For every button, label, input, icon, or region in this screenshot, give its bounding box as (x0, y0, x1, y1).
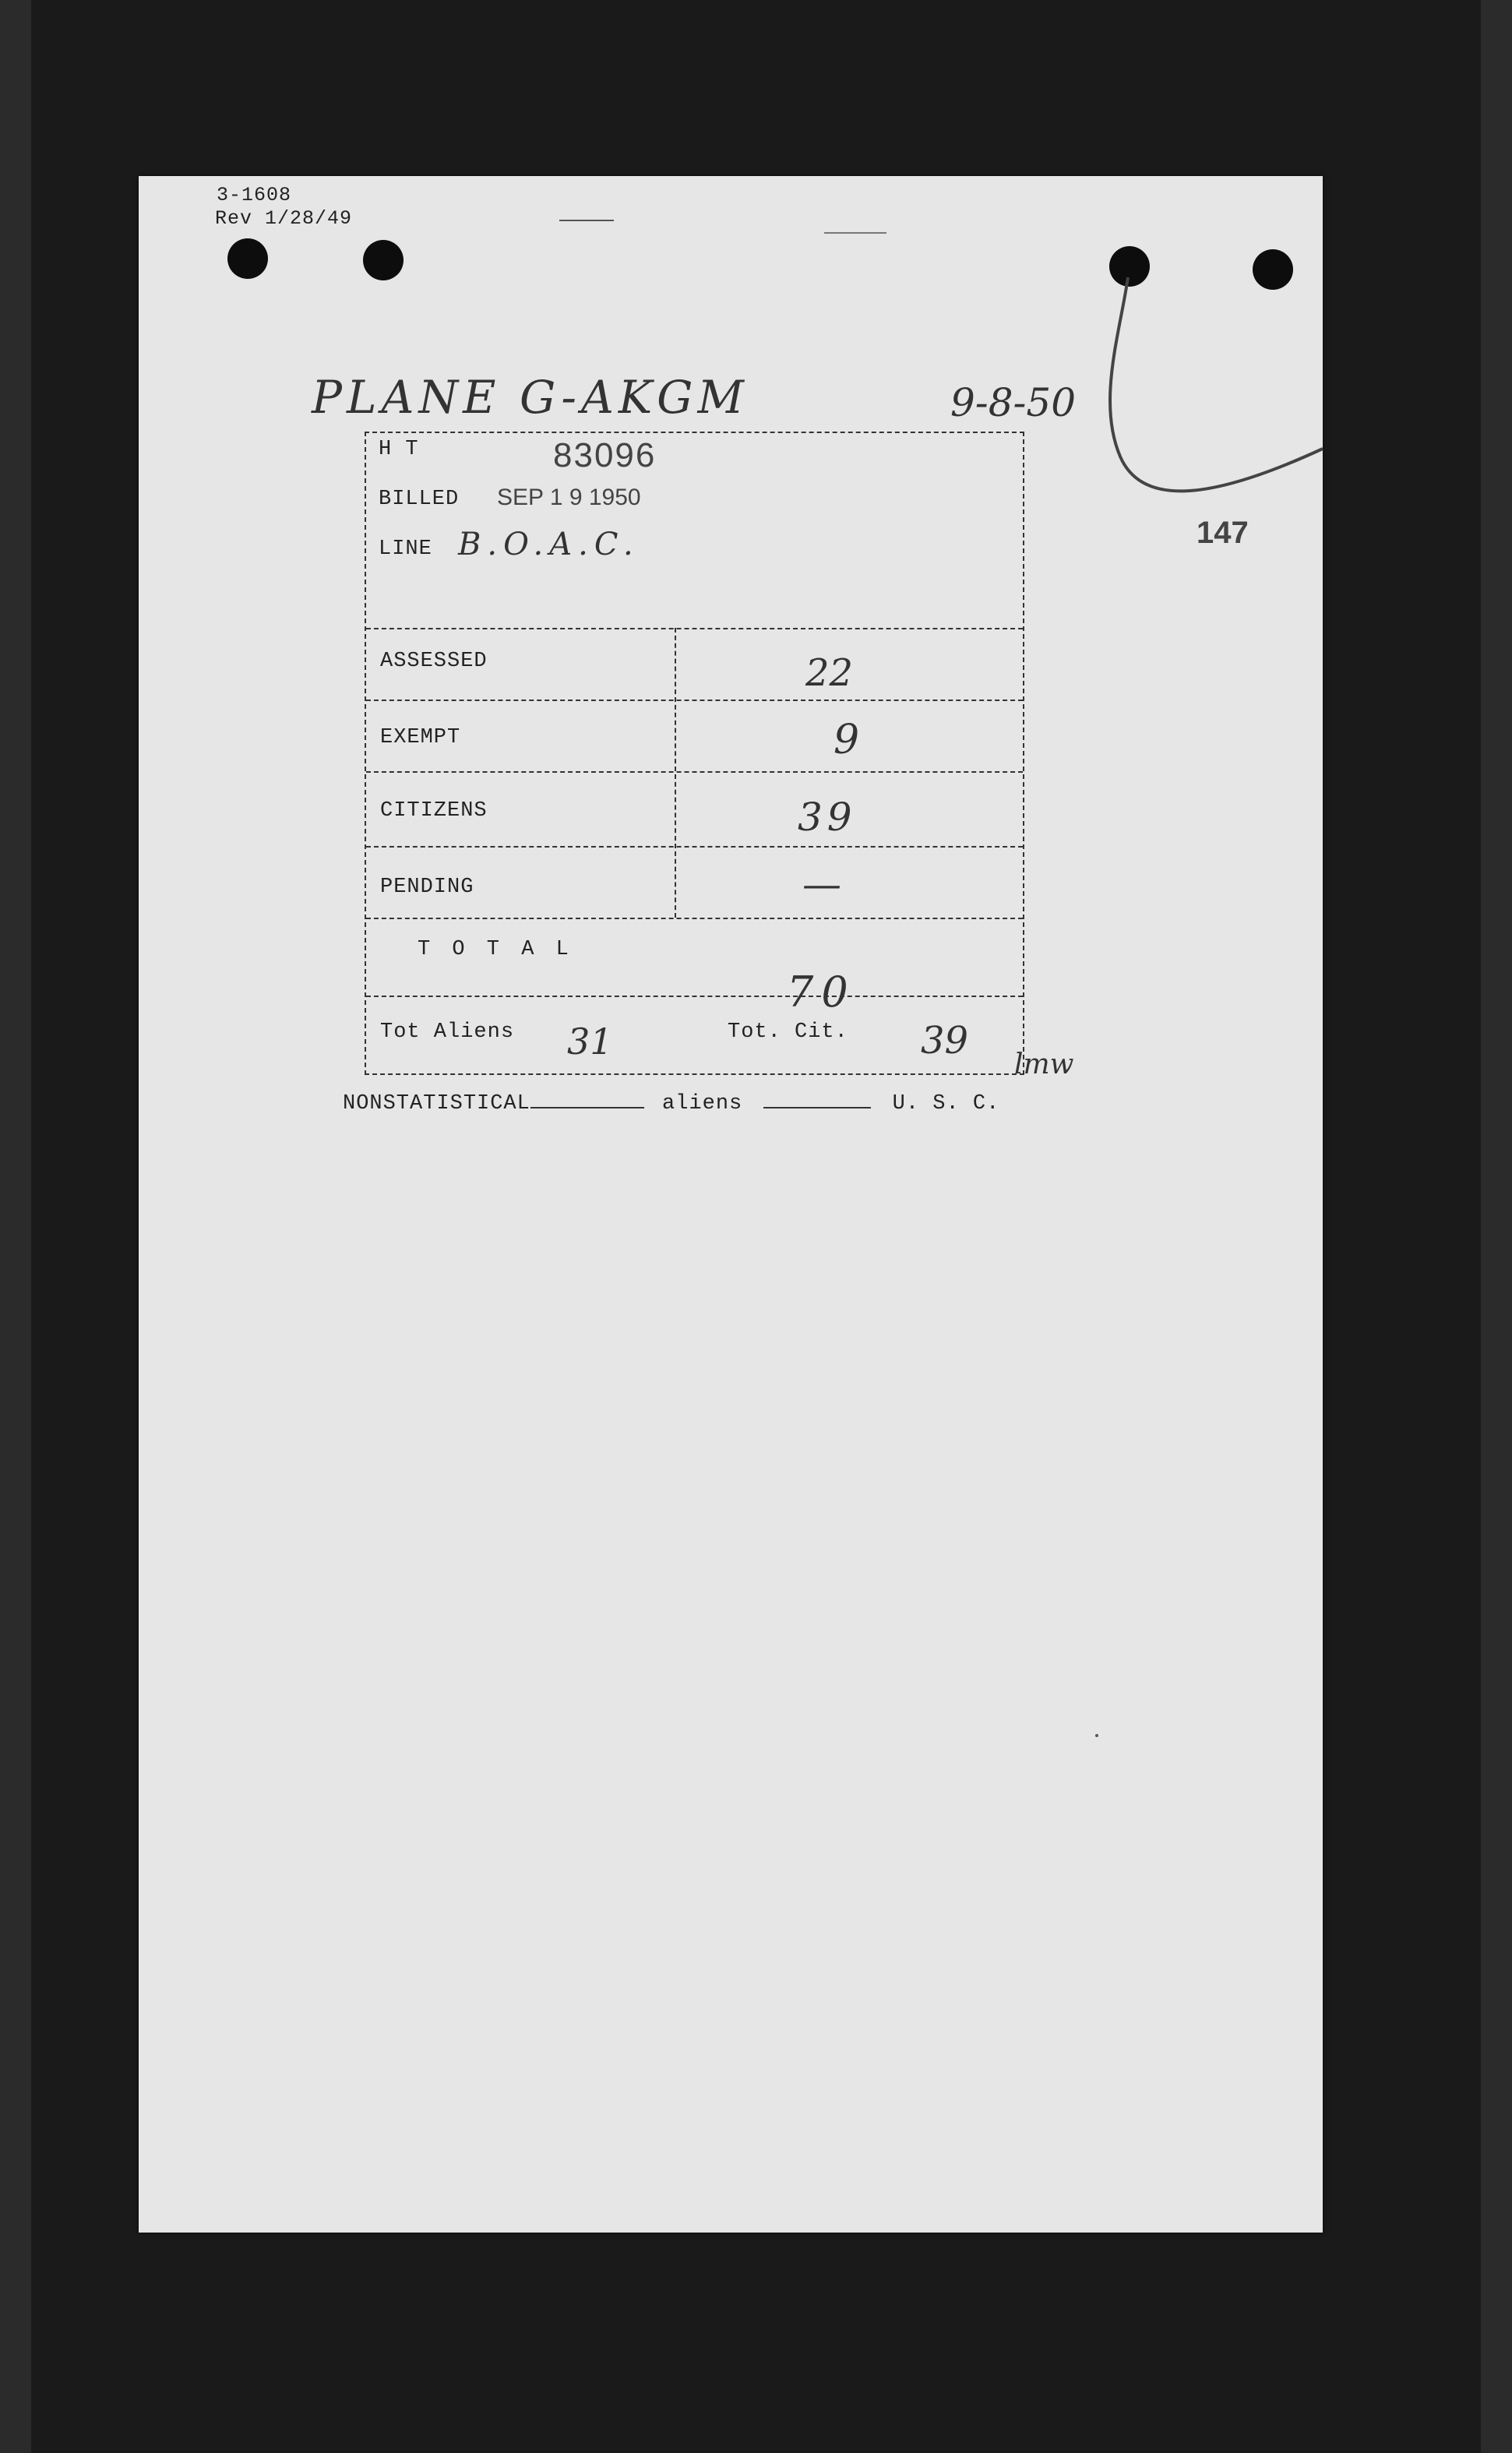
tot-cit-value: 39 (921, 1019, 969, 1063)
tot-cit-label: Tot. Cit. (728, 1020, 848, 1044)
form-revision: Rev 1/28/49 (215, 207, 353, 230)
citizens-label: CITIZENS (380, 799, 488, 823)
nonstat-blank (530, 1107, 644, 1108)
billed-date: SEP 1 9 1950 (497, 485, 641, 510)
scan-border-left (0, 0, 31, 2453)
aliens-label: aliens (662, 1092, 743, 1115)
scan-border-right (1481, 0, 1512, 2453)
citizens-value: 39 (798, 795, 857, 840)
plane-label: PLANE G-AKGM (312, 371, 749, 424)
form-box (365, 432, 1024, 1075)
document-page (139, 176, 1323, 2233)
pending-label: PENDING (380, 876, 474, 899)
form-divider (366, 996, 1023, 997)
nonstat-label: NONSTATISTICAL (343, 1092, 530, 1115)
form-divider (366, 771, 1023, 773)
usc-label: U. S. C. (892, 1092, 1000, 1115)
exempt-label: EXEMPT (380, 726, 461, 749)
initials: lmw (1014, 1049, 1074, 1080)
pending-value: — (802, 862, 841, 907)
handwritten-date: 9-8-50 (950, 380, 1077, 425)
tot-aliens-label: Tot Aliens (380, 1020, 515, 1044)
nonstat-line (343, 1092, 999, 1115)
pen-stroke (1097, 262, 1330, 519)
form-divider (366, 700, 1023, 701)
total-value: 70 (787, 967, 856, 1017)
punch-hole (227, 238, 268, 279)
assessed-value: 22 (805, 651, 854, 695)
top-mark (824, 232, 886, 234)
punch-hole (363, 240, 404, 280)
page-number: 147 (1197, 516, 1249, 550)
top-mark (559, 220, 614, 221)
ht-number: 83096 (553, 436, 657, 474)
form-divider (366, 918, 1023, 919)
column-divider (675, 628, 676, 918)
ht-label: H T (379, 438, 419, 461)
exempt-value: 9 (834, 717, 860, 763)
total-label: T O T A L (418, 938, 573, 961)
assessed-label: ASSESSED (380, 650, 488, 673)
form-divider (366, 628, 1023, 629)
tot-aliens-value: 31 (567, 1020, 613, 1063)
billed-label: BILLED (379, 488, 460, 511)
line-value: B.O.A.C. (458, 527, 640, 562)
speck (1095, 1734, 1098, 1737)
form-code: 3-1608 (217, 184, 292, 206)
form-divider (366, 846, 1023, 848)
line-label: LINE (379, 537, 432, 561)
aliens-blank (763, 1107, 871, 1108)
